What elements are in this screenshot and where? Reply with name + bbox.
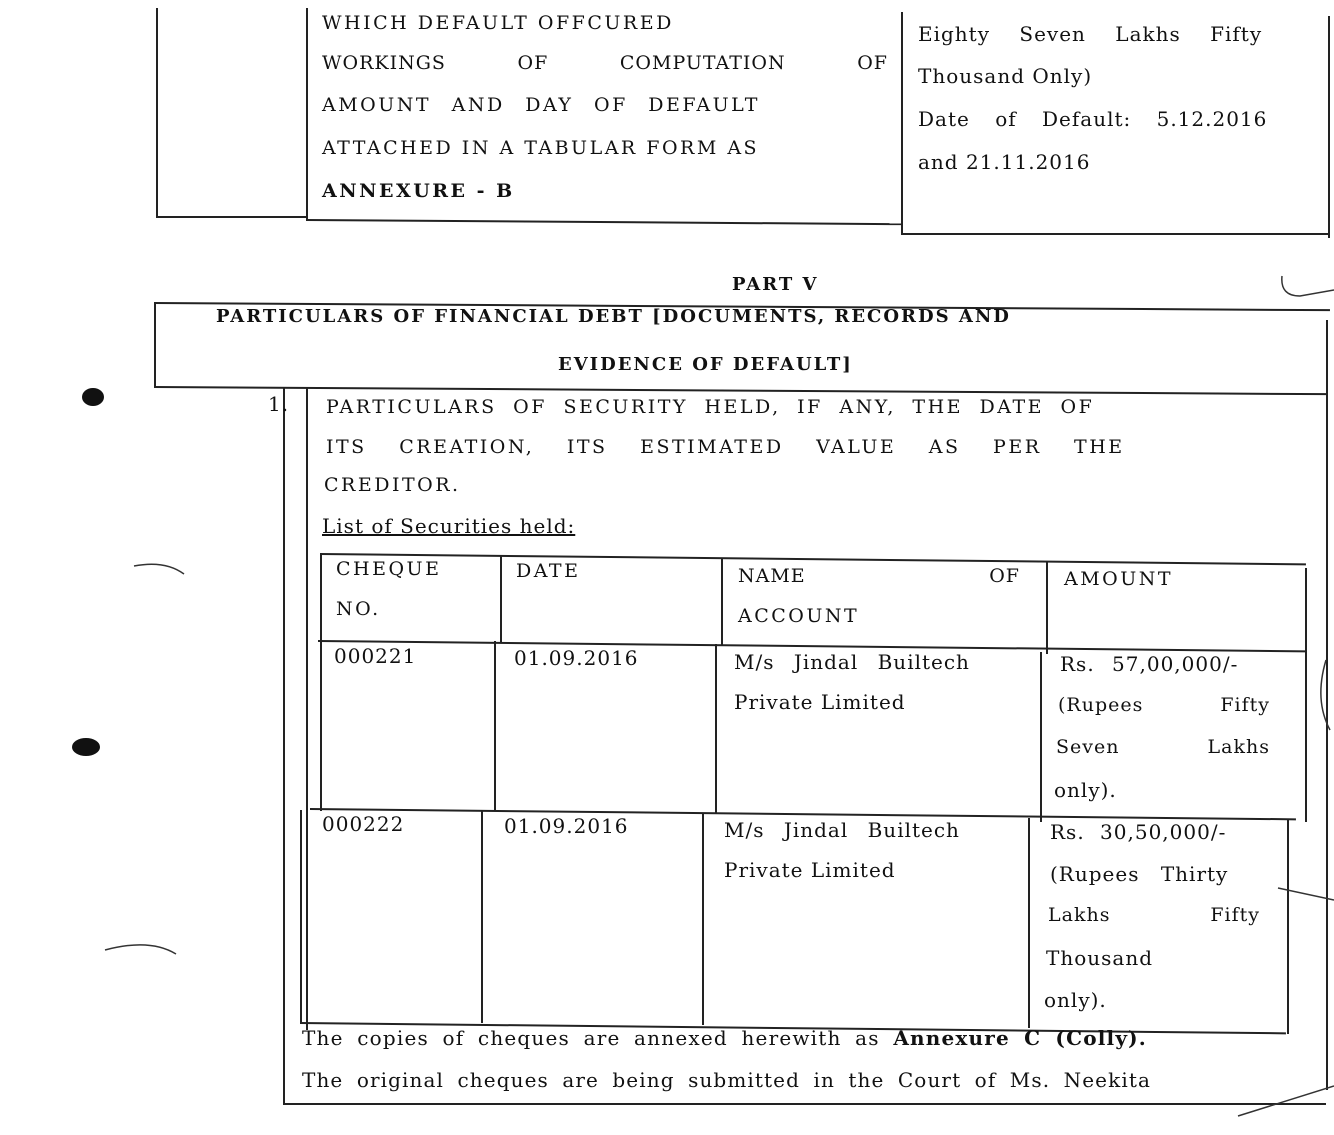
account-name-line-1: M/s Jindal Builtech — [724, 818, 960, 842]
annexure-c-label: Annexure C (Colly). — [893, 1026, 1147, 1050]
part-title: PART V — [732, 274, 819, 295]
item-line-3: CREDITOR. — [324, 474, 461, 496]
item-number: 1. — [268, 392, 290, 416]
header-no: NO. — [336, 598, 381, 620]
footer-line-1-text: The copies of cheques are annexed herewith as — [302, 1026, 880, 1050]
justified-word: (Rupees — [1058, 694, 1144, 716]
account-name-line-1: M/s Jindal Builtech — [734, 650, 970, 674]
item-line-1: PARTICULARS OF SECURITY HELD, IF ANY, THE DATE OF — [326, 396, 1095, 418]
amount-words-3: Thousand — [1046, 946, 1154, 970]
account-name-line-2: Private Limited — [724, 858, 896, 882]
top-left-line-1: WHICH DEFAULT OFFCURED — [322, 12, 674, 34]
cheque-date: 01.09.2016 — [504, 814, 629, 838]
justified-word: Seven — [1056, 736, 1120, 758]
header-cheque: CHEQUE — [336, 558, 442, 580]
justified-word: NAME — [738, 565, 806, 587]
justified-word: Fifty — [1210, 904, 1260, 926]
date-of-default-2: and 21.11.2016 — [918, 150, 1091, 174]
header-date: DATE — [516, 560, 581, 582]
justified-word: OF — [517, 52, 549, 74]
header-account: ACCOUNT — [738, 605, 860, 627]
amount-figure: Rs. 30,50,000/- — [1050, 820, 1227, 844]
account-name-line-2: Private Limited — [734, 690, 906, 714]
amount-words-line: Eighty Seven Lakhs Fifty — [918, 22, 1263, 46]
header-amount: AMOUNT — [1064, 568, 1174, 590]
cheque-date: 01.09.2016 — [514, 646, 639, 670]
justified-word: Lakhs — [1048, 904, 1111, 926]
justified-word: OF — [857, 52, 888, 74]
amount-figure: Rs. 57,00,000/- — [1060, 652, 1239, 676]
item-line-2: ITS CREATION, ITS ESTIMATED VALUE AS PER THE — [326, 436, 1125, 458]
amount-words-end: Thousand Only) — [918, 64, 1093, 88]
top-left-line-4: ATTACHED IN A TABULAR FORM AS — [322, 137, 760, 159]
part-v-header-line-2: EVIDENCE OF DEFAULT] — [558, 354, 853, 375]
justified-word: OF — [989, 565, 1020, 587]
amount-words-1: (Rupees Thirty — [1050, 862, 1229, 886]
top-left-line-3: AMOUNT AND DAY OF DEFAULT — [322, 94, 760, 116]
amount-words-3: only). — [1054, 778, 1117, 802]
list-of-securities-heading: List of Securities held: — [322, 514, 576, 538]
annexure-b-label: ANNEXURE - B — [322, 180, 515, 202]
cheque-number: 000222 — [322, 812, 405, 836]
cheque-number: 000221 — [334, 644, 417, 668]
footer-line-2: The original cheques are being submitted in the Court of Ms. Neekita — [302, 1068, 1151, 1092]
part-v-header-line-1: PARTICULARS OF FINANCIAL DEBT [DOCUMENTS, RECORDS AND — [216, 306, 1011, 327]
justified-word: Lakhs — [1207, 736, 1270, 758]
justified-word: WORKINGS — [322, 52, 446, 74]
amount-words-4: only). — [1044, 988, 1107, 1012]
justified-word: Fifty — [1220, 694, 1270, 716]
justified-word: COMPUTATION — [619, 52, 786, 74]
date-of-default: Date of Default: 5.12.2016 — [918, 107, 1268, 131]
